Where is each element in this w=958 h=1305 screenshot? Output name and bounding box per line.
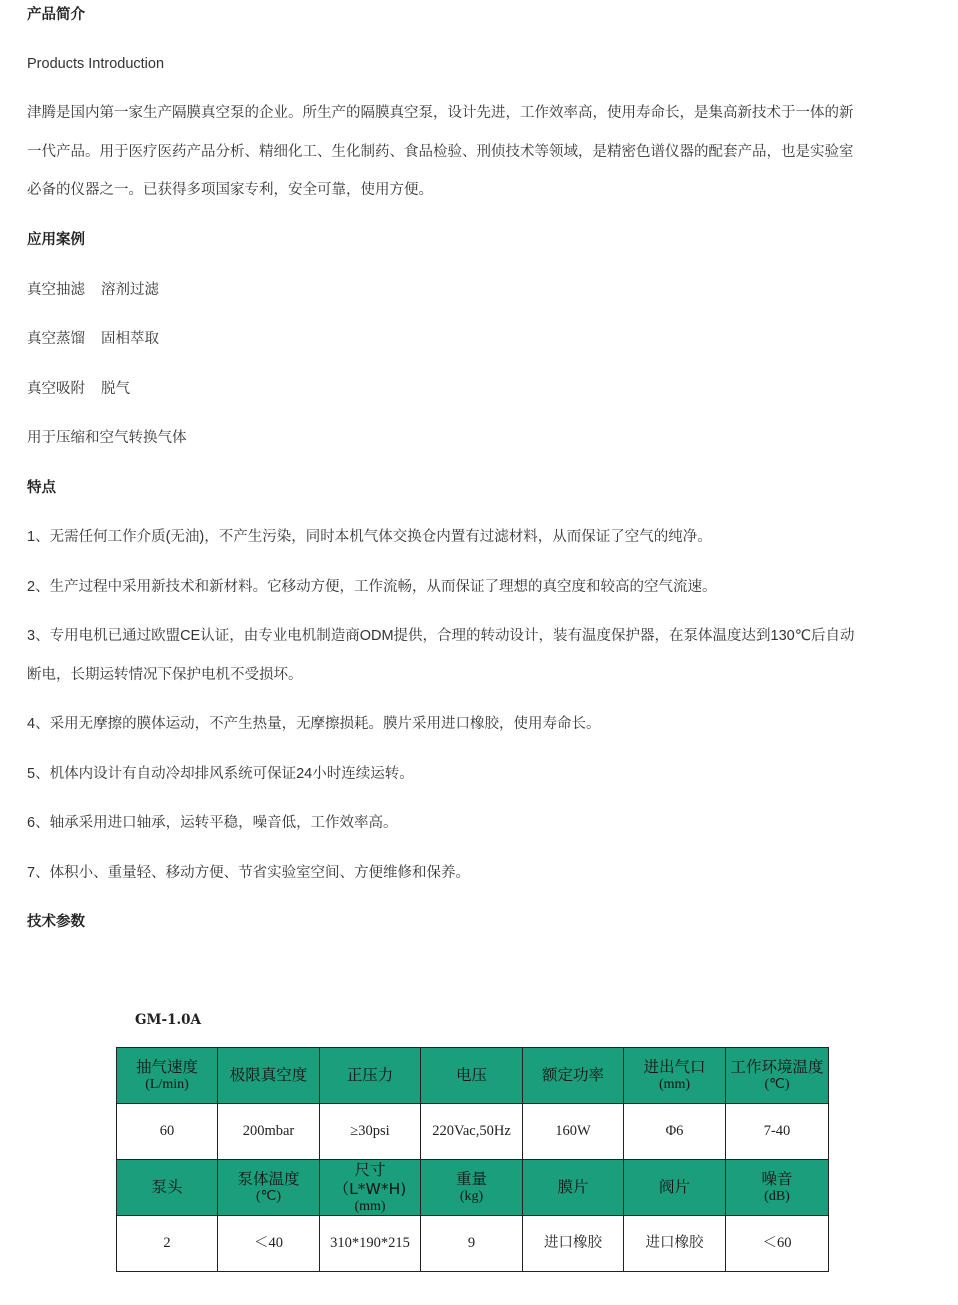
spec-header-cell: 阀片	[624, 1160, 726, 1216]
feature-item: 2、生产过程中采用新技术和新材料。它移动方便，工作流畅，从而保证了理想的真空度和较高的空气流速。	[27, 579, 717, 595]
application-item: 真空蒸馏	[27, 331, 85, 347]
spec-header-cell: 正压力	[320, 1048, 421, 1104]
spec-value-cell: 进口橡胶	[523, 1216, 624, 1272]
spec-value-cell: 进口橡胶	[624, 1216, 726, 1272]
feature-item: 3、专用电机已通过欧盟CE认证，由专业电机制造商ODM提供，合理的转动设计，装有温度保护器，在泵体温度达到130℃后自动	[27, 628, 855, 644]
applications-heading: 应用案例	[27, 232, 85, 248]
intro-paragraph	[27, 94, 932, 210]
spec-header-cell: 膜片	[523, 1160, 624, 1216]
application-item: 真空吸附	[27, 381, 85, 397]
spec-header-cell: 尺寸（L*W*H) (mm)	[320, 1160, 421, 1216]
spec-header-cell: 额定功率	[523, 1048, 624, 1104]
spec-value-cell: ＜40	[218, 1216, 320, 1272]
features-heading: 特点	[27, 480, 56, 496]
application-item: 脱气	[101, 381, 130, 397]
spec-header-cell: 进出气口 (mm)	[624, 1048, 726, 1104]
spec-value-cell: 160W	[523, 1104, 624, 1160]
spec-header-cell: 极限真空度	[218, 1048, 320, 1104]
feature-item: 6、轴承采用进口轴承，运转平稳，噪音低，工作效率高。	[27, 815, 398, 831]
spec-header-cell: 泵体温度 (℃)	[218, 1160, 320, 1216]
application-item: 固相萃取	[101, 331, 159, 347]
spec-value-row	[117, 1104, 829, 1160]
spec-table	[116, 1047, 829, 1272]
spec-header-cell: 工作环境温度 (℃)	[726, 1048, 829, 1104]
spec-value-cell: 200mbar	[218, 1104, 320, 1160]
spec-value-row	[117, 1216, 829, 1272]
application-row	[27, 278, 159, 302]
spec-header-row	[117, 1048, 829, 1104]
spec-value-cell: Φ6	[624, 1104, 726, 1160]
feature-item: 断电，长期运转情况下保护电机不受损坏。	[27, 667, 303, 683]
spec-value-cell: 7-40	[726, 1104, 829, 1160]
application-extra: 用于压缩和空气转换气体	[27, 430, 187, 446]
spec-header-cell: 抽气速度 (L/min)	[117, 1048, 218, 1104]
english-title: Products Introduction	[27, 56, 165, 72]
feature-item: 4、采用无摩擦的膜体运动，不产生热量，无摩擦损耗。膜片采用进口橡胶，使用寿命长。	[27, 716, 601, 732]
intro-line: 津腾是国内第一家生产隔膜真空泵的企业。所生产的隔膜真空泵，设计先进，工作效率高，使用寿命长，是集高新技术于一体的新	[27, 105, 854, 121]
spec-value-cell: ≥30psi	[320, 1104, 421, 1160]
specs-heading: 技术参数	[27, 914, 85, 930]
spec-value-cell: 220Vac,50Hz	[421, 1104, 523, 1160]
spec-header-row	[117, 1160, 829, 1216]
spec-value-cell: 310*190*215	[320, 1216, 421, 1272]
application-item: 溶剂过滤	[101, 282, 159, 298]
feature-item: 1、无需任何工作介质(无油)，不产生污染，同时本机气体交换仓内置有过滤材料，从而保证了空气的纯净。	[27, 529, 712, 545]
feature-item: 7、体积小、重量轻、移动方便、节省实验室空间、方便维修和保养。	[27, 865, 471, 881]
spec-value-cell: 2	[117, 1216, 218, 1272]
feature-item: 5、机体内设计有自动冷却排风系统可保证24小时连续运转。	[27, 766, 414, 782]
application-row	[27, 327, 159, 351]
application-row	[27, 377, 130, 401]
application-item: 真空抽滤	[27, 282, 85, 298]
spec-header-cell: 噪音 (dB)	[726, 1160, 829, 1216]
spec-value-cell: 60	[117, 1104, 218, 1160]
intro-heading: 产品简介	[27, 7, 85, 23]
spec-header-cell: 电压	[421, 1048, 523, 1104]
intro-line: 一代产品。用于医疗医药产品分析、精细化工、生化制药、食品检验、刑侦技术等领域，是精密色谱仪器的配套产品，也是实验室	[27, 143, 854, 160]
spec-header-cell: 重量 (kg)	[421, 1160, 523, 1216]
spec-value-cell: ＜60	[726, 1216, 829, 1272]
spec-header-cell: 泵头	[117, 1160, 218, 1216]
model-label: GM-1.0A	[135, 1012, 202, 1028]
spec-value-cell: 9	[421, 1216, 523, 1272]
intro-line: 必备的仪器之一。已获得多项国家专利，安全可靠，使用方便。	[27, 182, 433, 198]
